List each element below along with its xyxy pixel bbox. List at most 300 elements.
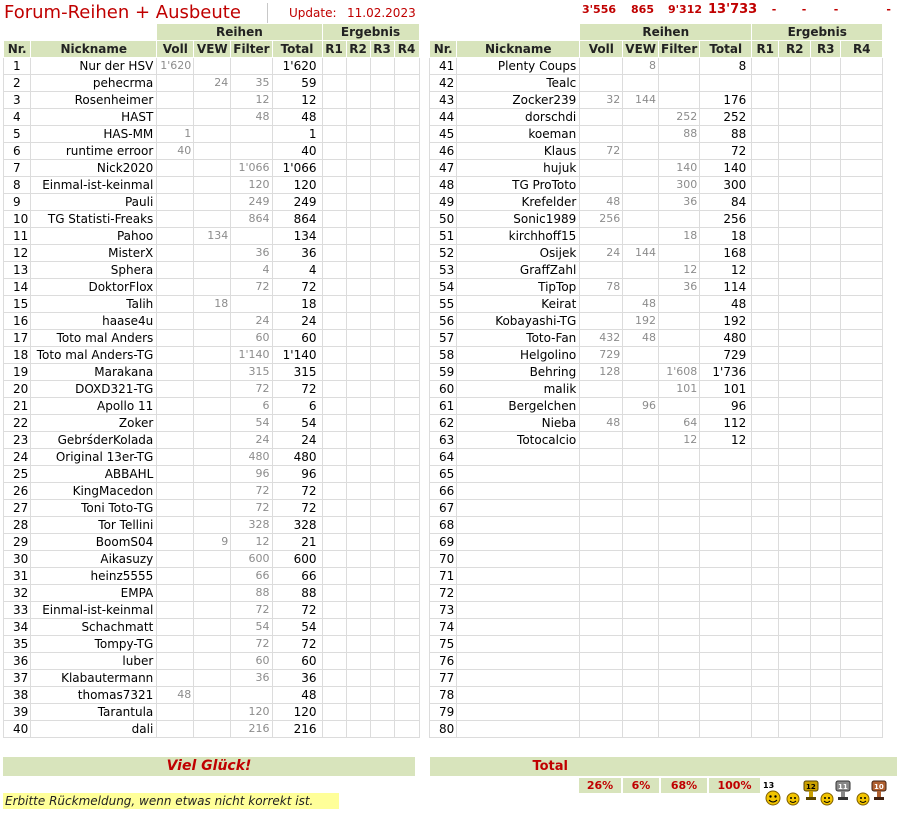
row-filter: 1'140 [231, 347, 272, 364]
table-row [430, 279, 883, 296]
row-vew [194, 483, 231, 500]
row-r4 [394, 432, 419, 449]
row-vew [623, 279, 659, 296]
row-r3 [811, 58, 841, 75]
table-row [4, 636, 420, 653]
row-r4 [394, 483, 419, 500]
row-filter: 24 [231, 313, 272, 330]
row-r1 [752, 500, 779, 517]
row-nickname: Toto mal Anders [31, 330, 157, 347]
row-vew [194, 245, 231, 262]
row-r4 [394, 143, 419, 160]
row-r3 [370, 466, 394, 483]
row-voll: 32 [580, 92, 623, 109]
col-nr: Nr. [430, 41, 457, 58]
row-vew: 48 [623, 296, 659, 313]
row-r2 [346, 449, 370, 466]
row-number: 47 [430, 160, 457, 177]
row-filter: 72 [231, 381, 272, 398]
row-voll [157, 636, 194, 653]
row-r4 [841, 126, 883, 143]
row-r3 [370, 143, 394, 160]
row-r3 [370, 211, 394, 228]
footer-r2: - [801, 3, 807, 16]
table-row [4, 177, 420, 194]
row-filter: 864 [231, 211, 272, 228]
row-voll [157, 177, 194, 194]
row-total [700, 653, 752, 670]
row-filter: 35 [231, 75, 272, 92]
row-filter: 66 [231, 568, 272, 585]
row-nickname: haase4u [31, 313, 157, 330]
svg-text:10: 10 [874, 783, 884, 791]
row-voll [580, 500, 623, 517]
row-voll [580, 466, 623, 483]
smiley-13-icon [762, 780, 784, 806]
row-r2 [779, 585, 811, 602]
table-row [4, 483, 420, 500]
row-r4 [841, 619, 883, 636]
row-filter: 48 [231, 109, 272, 126]
row-voll: 729 [580, 347, 623, 364]
row-nickname: koeman [457, 126, 580, 143]
table-row [4, 721, 420, 738]
row-total: 54 [272, 415, 322, 432]
row-vew [623, 211, 659, 228]
row-r3 [811, 432, 841, 449]
row-nickname: Einmal-ist-keinmal [31, 177, 157, 194]
row-total [700, 636, 752, 653]
row-voll [157, 653, 194, 670]
row-filter: 12 [231, 534, 272, 551]
row-vew [623, 551, 659, 568]
row-total: 72 [272, 483, 322, 500]
row-number: 25 [4, 466, 31, 483]
row-voll: 48 [580, 415, 623, 432]
row-filter: 101 [659, 381, 700, 398]
row-voll [580, 517, 623, 534]
table-row [430, 313, 883, 330]
row-r3 [811, 330, 841, 347]
feedback-note: Erbitte Rückmeldung, wenn etwas nicht korrekt ist. [3, 793, 339, 809]
row-voll [157, 483, 194, 500]
row-voll [157, 109, 194, 126]
row-voll [157, 347, 194, 364]
row-voll [580, 296, 623, 313]
row-total [700, 704, 752, 721]
row-r1 [752, 126, 779, 143]
row-r2 [346, 381, 370, 398]
table-row [430, 245, 883, 262]
row-r4 [394, 398, 419, 415]
row-filter [659, 211, 700, 228]
row-nickname [457, 619, 580, 636]
footer-total: 13'733 [708, 2, 758, 17]
row-r4 [394, 126, 419, 143]
row-total: 36 [272, 670, 322, 687]
row-r1 [322, 58, 346, 75]
svg-text:13: 13 [763, 781, 775, 790]
row-r4 [841, 92, 883, 109]
row-number: 30 [4, 551, 31, 568]
row-vew [623, 449, 659, 466]
row-total: 96 [272, 466, 322, 483]
row-total [700, 602, 752, 619]
table-left [3, 23, 420, 738]
row-r1 [322, 687, 346, 704]
row-vew [623, 585, 659, 602]
row-r3 [811, 500, 841, 517]
row-filter [659, 517, 700, 534]
row-r3 [370, 58, 394, 75]
row-voll [157, 619, 194, 636]
row-r2 [346, 636, 370, 653]
row-voll [580, 75, 623, 92]
row-number: 62 [430, 415, 457, 432]
row-total: 72 [272, 636, 322, 653]
row-total: 88 [700, 126, 752, 143]
row-total: 60 [272, 330, 322, 347]
row-nickname: Pauli [31, 194, 157, 211]
row-total: 300 [700, 177, 752, 194]
row-number: 26 [4, 483, 31, 500]
row-r1 [752, 466, 779, 483]
row-r2 [779, 347, 811, 364]
table-row [4, 109, 420, 126]
row-filter [231, 143, 272, 160]
row-r4 [841, 721, 883, 738]
row-total: 249 [272, 194, 322, 211]
row-r1 [322, 415, 346, 432]
row-number: 14 [4, 279, 31, 296]
row-vew [623, 636, 659, 653]
row-number: 55 [430, 296, 457, 313]
row-voll: 1 [157, 126, 194, 143]
row-total: 1 [272, 126, 322, 143]
row-nickname: Plenty Coups [457, 58, 580, 75]
row-filter: 120 [231, 177, 272, 194]
row-vew: 144 [623, 245, 659, 262]
row-number: 17 [4, 330, 31, 347]
row-r4 [841, 143, 883, 160]
table-row [430, 58, 883, 75]
row-r1 [752, 585, 779, 602]
row-r3 [370, 75, 394, 92]
row-r2 [346, 500, 370, 517]
row-filter [231, 296, 272, 313]
table-row [4, 347, 420, 364]
table-row [4, 585, 420, 602]
row-filter [659, 551, 700, 568]
row-r3 [811, 568, 841, 585]
table-row [4, 143, 420, 160]
table-row [4, 704, 420, 721]
row-filter [659, 466, 700, 483]
row-filter: 300 [659, 177, 700, 194]
row-nickname: EMPA [31, 585, 157, 602]
row-r4 [841, 279, 883, 296]
row-total [700, 75, 752, 92]
row-r2 [779, 58, 811, 75]
table-row [430, 92, 883, 109]
row-voll [580, 568, 623, 585]
row-voll [157, 704, 194, 721]
row-vew [623, 619, 659, 636]
row-r4 [841, 415, 883, 432]
row-r1 [322, 279, 346, 296]
row-r4 [841, 449, 883, 466]
row-r3 [811, 126, 841, 143]
table-row [430, 585, 883, 602]
row-nickname: ABBAHL [31, 466, 157, 483]
row-r1 [322, 194, 346, 211]
row-voll [157, 75, 194, 92]
row-r1 [322, 92, 346, 109]
row-vew [194, 126, 231, 143]
row-voll [157, 415, 194, 432]
row-voll [580, 228, 623, 245]
row-filter: 120 [231, 704, 272, 721]
row-r2 [779, 619, 811, 636]
row-nickname: Helgolino [457, 347, 580, 364]
row-nickname: hujuk [457, 160, 580, 177]
row-filter [659, 92, 700, 109]
row-total: 66 [272, 568, 322, 585]
row-number: 35 [4, 636, 31, 653]
row-voll [157, 279, 194, 296]
row-r3 [370, 432, 394, 449]
row-r3 [370, 619, 394, 636]
row-filter: 72 [231, 602, 272, 619]
row-number: 19 [4, 364, 31, 381]
row-vew: 144 [623, 92, 659, 109]
row-number: 28 [4, 517, 31, 534]
row-r3 [811, 143, 841, 160]
row-r3 [811, 704, 841, 721]
row-number: 53 [430, 262, 457, 279]
row-nickname: Aikasuzy [31, 551, 157, 568]
svg-text:11: 11 [838, 783, 848, 791]
row-filter [231, 228, 272, 245]
row-r2 [346, 211, 370, 228]
row-total: 72 [272, 602, 322, 619]
row-total: 12 [700, 432, 752, 449]
row-r2 [779, 381, 811, 398]
row-vew [194, 449, 231, 466]
row-filter: 328 [231, 517, 272, 534]
table-row [430, 602, 883, 619]
row-vew [194, 109, 231, 126]
row-nickname: Bergelchen [457, 398, 580, 415]
row-r1 [752, 228, 779, 245]
row-number: 63 [430, 432, 457, 449]
row-total: 1'620 [272, 58, 322, 75]
row-r3 [811, 534, 841, 551]
row-r1 [322, 432, 346, 449]
row-filter: 6 [231, 398, 272, 415]
row-r1 [752, 602, 779, 619]
row-vew [623, 517, 659, 534]
row-vew [623, 602, 659, 619]
row-nickname: DOXD321-TG [31, 381, 157, 398]
row-r1 [322, 602, 346, 619]
row-nickname: malik [457, 381, 580, 398]
row-number: 56 [430, 313, 457, 330]
row-total: 328 [272, 517, 322, 534]
pct-total: 100% [709, 778, 760, 793]
row-r1 [322, 245, 346, 262]
row-r2 [779, 432, 811, 449]
row-r2 [779, 483, 811, 500]
row-nickname: GraffZahl [457, 262, 580, 279]
col-nr: Nr. [4, 41, 31, 58]
row-filter [659, 58, 700, 75]
row-voll [157, 568, 194, 585]
row-number: 9 [4, 194, 31, 211]
row-vew [623, 721, 659, 738]
row-r2 [346, 483, 370, 500]
row-r2 [346, 177, 370, 194]
row-total: 114 [700, 279, 752, 296]
row-r4 [394, 330, 419, 347]
table-row [430, 449, 883, 466]
row-r2 [346, 704, 370, 721]
row-total: 8 [700, 58, 752, 75]
row-nickname: pehecrma [31, 75, 157, 92]
row-r2 [346, 670, 370, 687]
row-total: 40 [272, 143, 322, 160]
footer-total-label: Total [532, 759, 568, 774]
row-r1 [752, 364, 779, 381]
row-total [700, 568, 752, 585]
row-nickname [457, 602, 580, 619]
row-r1 [322, 500, 346, 517]
header-row-groups [4, 24, 420, 41]
row-voll [157, 92, 194, 109]
header-row-groups [430, 24, 883, 41]
col-vew: VEW [194, 41, 231, 58]
row-r2 [346, 364, 370, 381]
row-vew [194, 721, 231, 738]
row-total: 256 [700, 211, 752, 228]
row-r3 [811, 449, 841, 466]
row-r2 [779, 109, 811, 126]
row-r1 [752, 415, 779, 432]
row-number: 37 [4, 670, 31, 687]
row-voll [580, 313, 623, 330]
row-total: 88 [272, 585, 322, 602]
row-number: 71 [430, 568, 457, 585]
row-number: 43 [430, 92, 457, 109]
table-row [4, 262, 420, 279]
row-vew: 24 [194, 75, 231, 92]
row-number: 12 [4, 245, 31, 262]
row-r1 [752, 211, 779, 228]
row-number: 70 [430, 551, 457, 568]
row-total: 1'066 [272, 160, 322, 177]
row-r2 [346, 126, 370, 143]
row-vew [194, 330, 231, 347]
row-r4 [394, 245, 419, 262]
row-voll [580, 721, 623, 738]
table-row [430, 721, 883, 738]
row-r2 [779, 194, 811, 211]
row-nickname: Tealc [457, 75, 580, 92]
row-r4 [841, 704, 883, 721]
row-filter [659, 704, 700, 721]
row-r2 [346, 517, 370, 534]
row-r2 [779, 245, 811, 262]
table-row [4, 58, 420, 75]
row-r2 [346, 194, 370, 211]
table-row [4, 534, 420, 551]
row-total: 216 [272, 721, 322, 738]
row-r4 [394, 534, 419, 551]
row-r2 [346, 619, 370, 636]
row-total: 1'736 [700, 364, 752, 381]
row-total: 24 [272, 313, 322, 330]
row-nickname: Schachmatt [31, 619, 157, 636]
row-r3 [370, 296, 394, 313]
row-total: 120 [272, 177, 322, 194]
row-filter [659, 75, 700, 92]
row-r3 [811, 177, 841, 194]
row-vew [194, 466, 231, 483]
row-vew [194, 160, 231, 177]
row-vew [194, 415, 231, 432]
row-filter [231, 687, 272, 704]
row-filter: 72 [231, 636, 272, 653]
table-row [4, 279, 420, 296]
row-voll [580, 160, 623, 177]
table-row [430, 670, 883, 687]
row-number: 36 [4, 653, 31, 670]
row-filter [659, 245, 700, 262]
row-r4 [841, 500, 883, 517]
row-filter: 36 [231, 245, 272, 262]
row-r3 [811, 313, 841, 330]
row-vew [194, 381, 231, 398]
row-r1 [752, 177, 779, 194]
row-voll [157, 228, 194, 245]
row-voll [157, 296, 194, 313]
row-r1 [752, 313, 779, 330]
table-row [430, 296, 883, 313]
row-r2 [779, 296, 811, 313]
row-filter [659, 636, 700, 653]
row-nickname: TG ProToto [457, 177, 580, 194]
header-row-columns [4, 41, 420, 58]
col-r4: R4 [841, 41, 883, 58]
row-r3 [370, 721, 394, 738]
table-row [430, 415, 883, 432]
row-number: 50 [430, 211, 457, 228]
row-filter [659, 687, 700, 704]
row-number: 18 [4, 347, 31, 364]
row-r4 [394, 228, 419, 245]
row-nickname: kirchhoff15 [457, 228, 580, 245]
row-r4 [394, 58, 419, 75]
row-r1 [322, 585, 346, 602]
row-r1 [322, 398, 346, 415]
row-nickname: Nur der HSV [31, 58, 157, 75]
row-r3 [811, 109, 841, 126]
row-r2 [779, 466, 811, 483]
row-r2 [779, 160, 811, 177]
row-r3 [370, 704, 394, 721]
row-r3 [811, 381, 841, 398]
table-row [430, 75, 883, 92]
